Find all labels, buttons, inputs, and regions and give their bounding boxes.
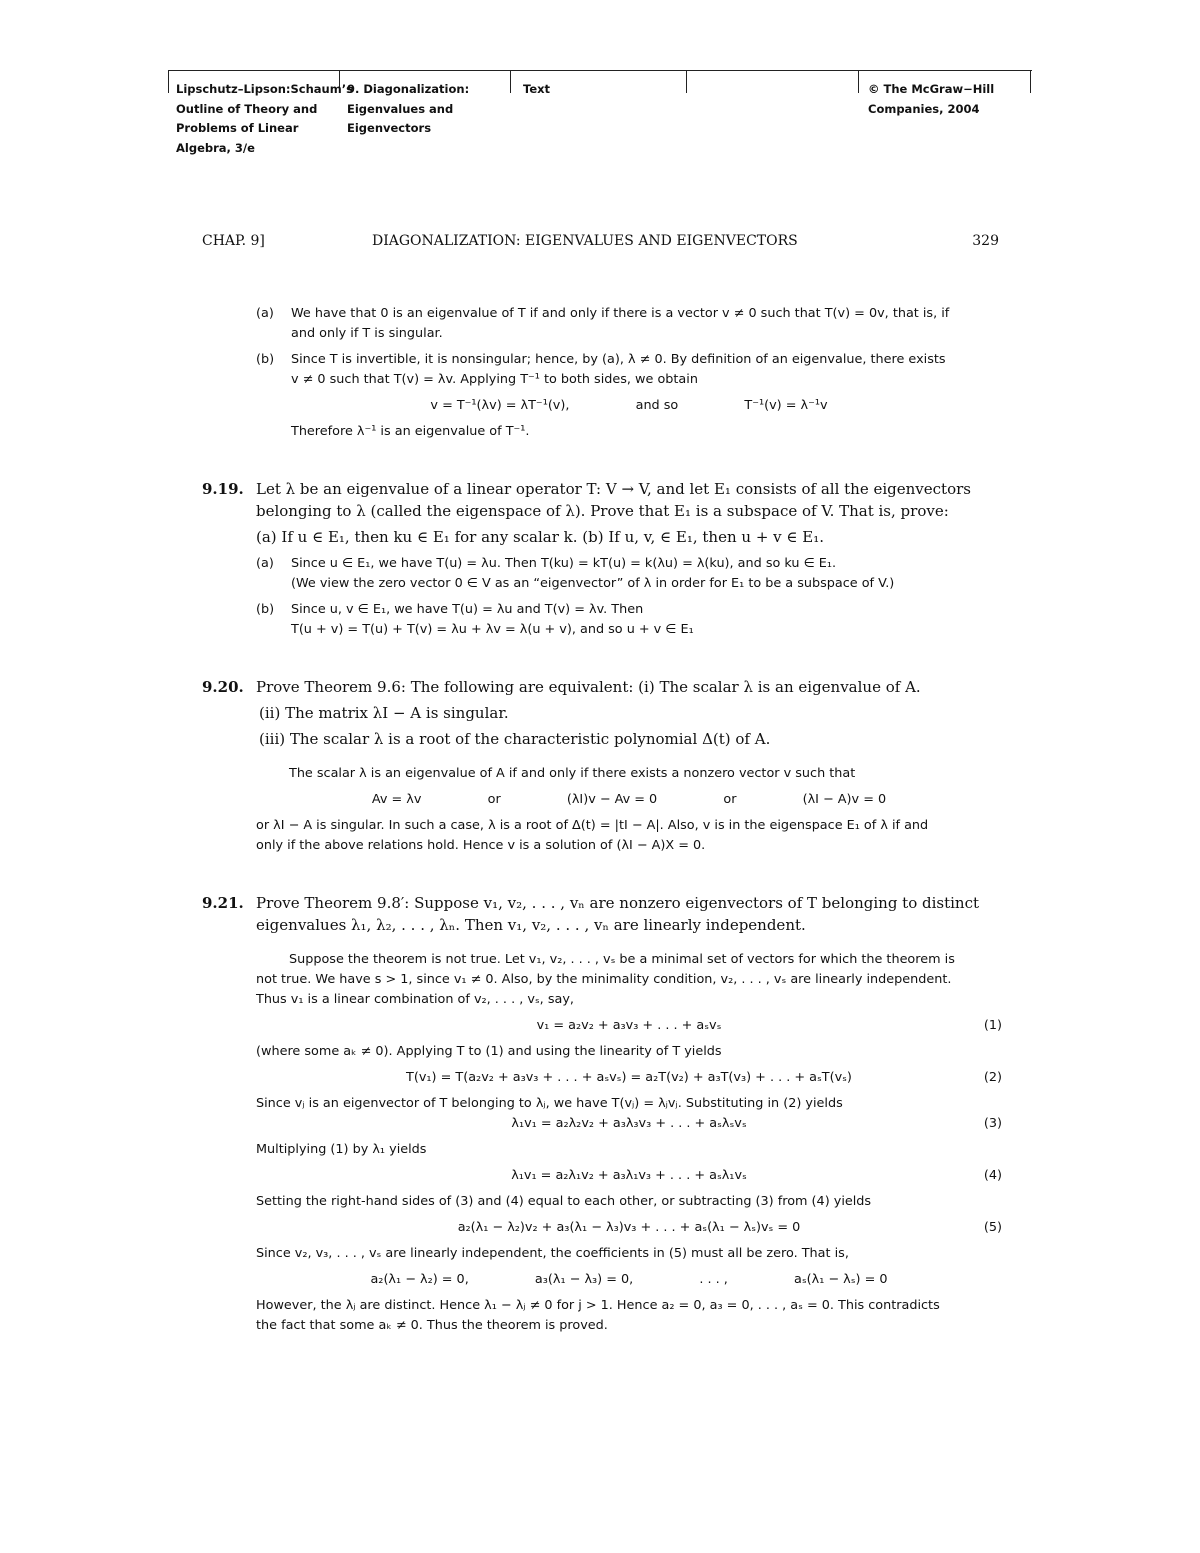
text-line: v ≠ 0 such that T(v) = λv. Applying T⁻¹ to both sides, we obtain bbox=[291, 372, 698, 387]
text-line: Multiplying (1) by λ₁ yields bbox=[256, 1142, 427, 1157]
equation-5 bbox=[202, 1218, 1002, 1238]
page-content bbox=[202, 304, 1002, 1336]
header-book-title bbox=[176, 80, 353, 158]
solution-part-b bbox=[202, 600, 1002, 640]
part-label: (b) bbox=[256, 602, 275, 617]
text-line: Since T is invertible, it is nonsingular; hence, by (a), λ ≠ 0. By definition of an eigenvalue, there exists bbox=[291, 352, 946, 367]
solution-part-b bbox=[202, 350, 1002, 390]
problem-text: (a) If u ∈ E₁, then ku ∈ E₁ for any scalar k. (b) If u, v, ∈ E₁, then u + v ∈ E₁. bbox=[256, 528, 825, 546]
equation-number: (3) bbox=[983, 1116, 1002, 1131]
text-line: T(u + v) = T(u) + T(v) = λu + λv = λ(u + v), and so u + v ∈ E₁ bbox=[291, 622, 694, 637]
problem-text: (iii) The scalar λ is a root of the characteristic polynomial Δ(t) of A. bbox=[259, 730, 771, 748]
problem-9-20 bbox=[202, 676, 1002, 698]
equation-part: a₃(λ₁ − λ₃) = 0, bbox=[534, 1272, 634, 1287]
text-line: We have that 0 is an eigenvalue of T if and only if there is a vector v ≠ 0 such that T(v) = 0v, that is, if bbox=[291, 306, 950, 321]
solution-9-21 bbox=[202, 950, 1002, 1336]
text-line: Since u ∈ E₁, we have T(u) = λu. Then T(ku) = kT(u) = k(λu) = λ(ku), and so ku ∈ E₁. bbox=[291, 556, 837, 571]
equation-part: T(v₁) = T(a₂v₂ + a₃v₃ + . . . + aₛvₛ) = a₂T(v₂) + a₃T(v₃) + . . . + aₛT(vₛ) bbox=[406, 1070, 852, 1085]
header-divider bbox=[1030, 70, 1031, 93]
part-label: (a) bbox=[256, 306, 274, 321]
solution-part-a bbox=[202, 304, 1002, 344]
chapter-title: DIAGONALIZATION: EIGENVALUES AND EIGENVECTORS bbox=[372, 233, 798, 249]
header-line: © The McGraw−Hill bbox=[868, 82, 995, 96]
text-line: Since v₂, v₃, . . . , vₛ are linearly independent, the coefficients in (5) must all be zero. That is, bbox=[256, 1246, 849, 1261]
header-line: Algebra, 3/e bbox=[176, 140, 255, 155]
equation-part: or bbox=[487, 792, 501, 807]
equation-number: (5) bbox=[983, 1220, 1002, 1235]
equation-part: . . . , bbox=[699, 1272, 728, 1287]
text-line: or λI − A is singular. In such a case, λ is a root of Δ(t) = |tI − A|. Also, v is in the eigenspace E₁ of λ if and bbox=[256, 818, 929, 833]
equation-part: Av = λv bbox=[371, 792, 422, 807]
equation-part: v₁ = a₂v₂ + a₃v₃ + . . . + aₛvₛ bbox=[536, 1018, 722, 1033]
equation-part: (λI − A)v = 0 bbox=[802, 792, 887, 807]
problem-text: Prove Theorem 9.6: The following are equivalent: (i) The scalar λ is an eigenvalue of A. bbox=[256, 678, 921, 696]
header-line: Outline of Theory and bbox=[176, 101, 318, 116]
header-rule bbox=[168, 70, 1032, 71]
header-divider bbox=[686, 70, 687, 93]
text-line: only if the above relations hold. Hence v is a solution of (λI − A)X = 0. bbox=[256, 838, 706, 853]
page-number: 329 bbox=[972, 233, 999, 249]
equation-part: and so bbox=[635, 398, 679, 413]
equation-part: v = T⁻¹(λv) = λT⁻¹(v), bbox=[430, 398, 570, 413]
equation-part: λ₁v₁ = a₂λ₁v₂ + a₃λ₁v₃ + . . . + aₛλ₁vₛ bbox=[511, 1168, 747, 1183]
text-line: Since u, v ∈ E₁, we have T(u) = λu and T(v) = λv. Then bbox=[291, 602, 644, 617]
part-label: (b) bbox=[256, 352, 275, 367]
problem-text: (ii) The matrix λI − A is singular. bbox=[259, 704, 509, 722]
problem-number: 9.21. bbox=[202, 894, 244, 912]
equation-number: (2) bbox=[983, 1070, 1002, 1085]
header-line: Companies, 2004 bbox=[868, 101, 980, 116]
running-head bbox=[202, 233, 999, 255]
text-line: Setting the right-hand sides of (3) and (4) equal to each other, or subtracting (3) from (4) yields bbox=[256, 1194, 872, 1209]
equation-part: a₂(λ₁ − λ₂)v₂ + a₃(λ₁ − λ₃)v₃ + . . . + aₛ(λ₁ − λₛ)vₛ = 0 bbox=[457, 1220, 801, 1235]
problem-text: belonging to λ (called the eigenspace of λ). Prove that E₁ is a subspace of V. That is, prove: bbox=[256, 502, 949, 520]
problem-text: Prove Theorem 9.8′: Suppose v₁, v₂, . . . , vₙ are nonzero eigenvectors of T belonging to distinct bbox=[256, 894, 980, 912]
equation-2 bbox=[202, 1068, 1002, 1088]
text-line: not true. We have s > 1, since v₁ ≠ 0. Also, by the minimality condition, v₂, . . . , vₛ are linearly independent. bbox=[256, 972, 952, 987]
problem-9-19 bbox=[202, 478, 1002, 548]
solution-9-20 bbox=[202, 764, 1002, 856]
equation-part: T⁻¹(v) = λ⁻¹v bbox=[744, 398, 828, 413]
text-line: and only if T is singular. bbox=[291, 326, 443, 341]
equation-part: λ₁v₁ = a₂λ₂v₂ + a₃λ₃v₃ + . . . + aₛλₛvₛ bbox=[511, 1116, 747, 1131]
text-line: The scalar λ is an eigenvalue of A if and only if there exists a nonzero vector v such that bbox=[289, 766, 856, 781]
problem-number: 9.20. bbox=[202, 678, 244, 696]
text-line: the fact that some aₖ ≠ 0. Thus the theorem is proved. bbox=[256, 1318, 608, 1333]
text-line: Suppose the theorem is not true. Let v₁, v₂, . . . , vₛ be a minimal set of vectors for which the theorem is bbox=[289, 952, 955, 967]
problem-9-21 bbox=[202, 892, 1002, 936]
header-line: Eigenvectors bbox=[347, 121, 432, 135]
solution-9-19 bbox=[202, 554, 1002, 640]
equation-part: aₛ(λ₁ − λₛ) = 0 bbox=[794, 1272, 888, 1287]
text-line: Thus v₁ is a linear combination of v₂, . . . , vₛ, say, bbox=[256, 992, 574, 1007]
equation-1 bbox=[202, 1016, 1002, 1036]
part-label: (a) bbox=[256, 556, 274, 571]
equation-part: (λI)v − Av = 0 bbox=[566, 792, 658, 807]
header-line: Eigenvalues and bbox=[347, 101, 454, 116]
text-line: However, the λⱼ are distinct. Hence λ₁ − λⱼ ≠ 0 for j > 1. Hence a₂ = 0, a₃ = 0, . . . , aₛ = 0. This contradicts bbox=[256, 1298, 940, 1313]
text-line: (where some aₖ ≠ 0). Applying T to (1) and using the linearity of T yields bbox=[256, 1044, 722, 1059]
equation-inverse bbox=[202, 396, 1002, 416]
equation-eigen bbox=[202, 790, 1002, 810]
problem-number: 9.19. bbox=[202, 480, 244, 498]
book-header bbox=[168, 70, 1032, 166]
text-line: Therefore λ⁻¹ is an eigenvalue of T⁻¹. bbox=[291, 424, 530, 439]
text-line: Since vⱼ is an eigenvector of T belonging to λⱼ, we have T(vⱼ) = λⱼvⱼ. Substituting in (2) yields bbox=[256, 1096, 843, 1111]
equation-6 bbox=[202, 1270, 1002, 1290]
equation-4 bbox=[202, 1166, 1002, 1186]
equation-part: a₂(λ₁ − λ₂) = 0, bbox=[370, 1272, 469, 1287]
header-line: Text bbox=[523, 82, 551, 96]
header-line: Problems of Linear bbox=[176, 121, 299, 135]
solution-part-a bbox=[202, 554, 1002, 594]
problem-text: eigenvalues λ₁, λ₂, . . . , λₙ. Then v₁, v₂, . . . , vₙ are linearly independent. bbox=[256, 916, 806, 934]
header-divider bbox=[168, 70, 169, 93]
equation-3 bbox=[202, 1114, 1002, 1134]
chapter-label: CHAP. 9] bbox=[202, 233, 265, 249]
equation-part: or bbox=[723, 792, 737, 807]
equation-number: (4) bbox=[983, 1168, 1002, 1183]
header-divider bbox=[510, 70, 511, 93]
header-chapter bbox=[347, 80, 469, 139]
header-copyright bbox=[868, 80, 994, 119]
equation-number: (1) bbox=[983, 1018, 1002, 1033]
header-line: Lipschutz–Lipson:Schaum’s bbox=[176, 82, 353, 96]
solution-9-18 bbox=[202, 304, 1002, 442]
problem-text: Let λ be an eigenvalue of a linear operator T: V → V, and let E₁ consists of all the eigenvectors bbox=[256, 480, 971, 498]
text-line: (We view the zero vector 0 ∈ V as an “eigenvector” of λ in order for E₁ to be a subspace of V.) bbox=[291, 576, 895, 591]
header-line: 9. Diagonalization: bbox=[347, 82, 470, 96]
header-section bbox=[523, 80, 550, 100]
header-divider bbox=[858, 70, 859, 93]
